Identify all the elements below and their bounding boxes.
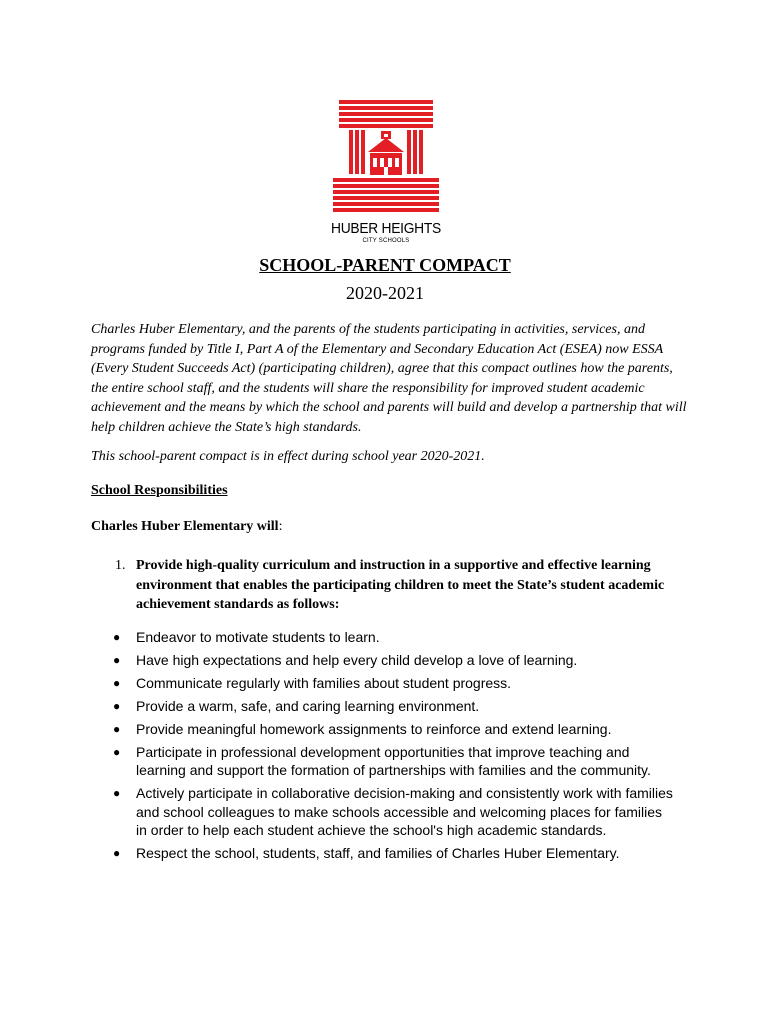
list-item-text: Communicate regularly with families about student progress. bbox=[136, 674, 512, 691]
list-item-text: Have high expectations and help every child develop a love of learning. bbox=[136, 651, 578, 668]
document-year: 2020-2021 bbox=[346, 283, 424, 303]
list-item bbox=[113, 784, 673, 839]
school-will-line bbox=[91, 519, 282, 535]
numbered-item-1 bbox=[115, 556, 675, 615]
school-name: Charles Huber Elementary will bbox=[91, 519, 279, 534]
bullet-icon: ● bbox=[113, 675, 121, 690]
effect-statement: This school-parent compact is in effect during school year 2020-2021. bbox=[91, 449, 485, 464]
list-item-text: Provide meaningful homework assignments to reinforce and extend learning. bbox=[136, 720, 612, 737]
list-item bbox=[113, 651, 673, 669]
list-item bbox=[113, 720, 673, 738]
list-item bbox=[113, 743, 673, 780]
bullet-icon: ● bbox=[113, 652, 121, 667]
item-text: Provide high-quality curriculum and instruction in a supportive and effective learning environment that enables the participating children to meet the State’s student academic achievement standards as follows: bbox=[136, 558, 665, 612]
logo-name: HUBER HEIGHTS bbox=[331, 220, 441, 237]
school-will-colon: : bbox=[278, 519, 283, 534]
logo-subtitle: CITY SCHOOLS bbox=[362, 238, 410, 244]
item-number: 1. bbox=[115, 558, 126, 573]
list-item bbox=[113, 697, 673, 715]
huber-heights-emblem-icon bbox=[333, 100, 439, 218]
responsibilities-list bbox=[113, 628, 673, 867]
school-logo bbox=[326, 100, 446, 245]
document-title: SCHOOL-PARENT COMPACT bbox=[259, 255, 511, 275]
bullet-icon: ● bbox=[113, 698, 121, 713]
bullet-icon: ● bbox=[113, 845, 121, 860]
list-item bbox=[113, 844, 673, 862]
list-item-text: Endeavor to motivate students to learn. bbox=[136, 629, 380, 645]
list-item-text: Respect the school, students, staff, and families of Charles Huber Elementary. bbox=[136, 844, 620, 861]
bullet-icon: ● bbox=[113, 630, 121, 644]
list-item-text: Actively participate in collaborative decision-making and consistently work with families and school colleagues to make schools accessible and welcoming places for families in order to help each student achieve the school's high academic standards. bbox=[136, 785, 673, 838]
section-heading: School Responsibilities bbox=[91, 483, 228, 498]
bullet-icon: ● bbox=[113, 721, 121, 736]
list-item bbox=[113, 674, 673, 692]
bullet-icon: ● bbox=[113, 744, 121, 759]
list-item-text: Provide a warm, safe, and caring learning environment. bbox=[136, 697, 480, 714]
list-item-text: Participate in professional development opportunities that improve teaching and learning and support the formation of partnerships with families and the community. bbox=[136, 743, 651, 779]
bullet-icon: ● bbox=[113, 786, 121, 801]
list-item bbox=[113, 628, 673, 646]
intro-paragraph: Charles Huber Elementary, and the parents of the students participating in activities, services, and programs funded by Title I, Part A of the Elementary and Secondary Education Act (ESEA) now ESSA (Every Student Succeeds Act) (participating children), agree that this compact outlines how the parents, the entire school staff, and the students will share the responsibility for improved student academic achievement and the means by which the school and parents will build and develop a partnership that will help children achieve the State’s high standards. bbox=[91, 322, 687, 435]
